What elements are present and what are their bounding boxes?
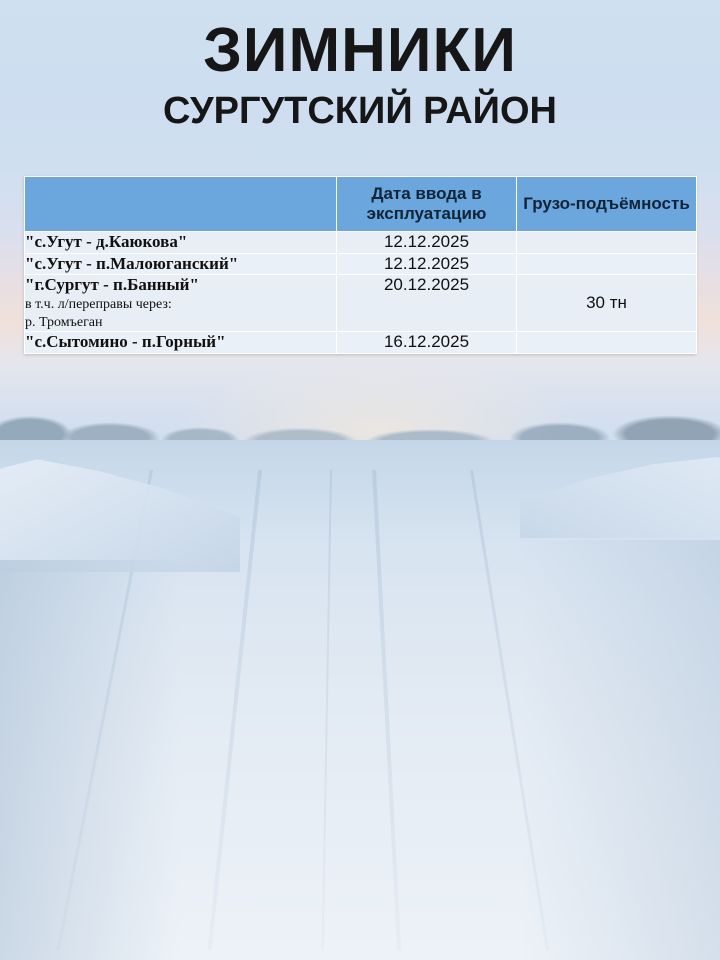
- column-header-route: [25, 177, 337, 232]
- table-row: [25, 332, 697, 354]
- column-header-date: Дата ввода в эксплуатацию: [337, 177, 517, 232]
- title-block: [0, 18, 720, 133]
- cell-route-note: в т.ч. л/переправы через:: [25, 297, 172, 313]
- cell-route: "с.Угут - д.Каюкова": [25, 232, 337, 254]
- cell-capacity: [517, 232, 697, 254]
- cell-route-title: "г.Сургут - п.Банный": [25, 275, 199, 295]
- column-header-capacity: Грузо-подъёмность: [517, 177, 697, 232]
- cell-route: "с.Сытомино - п.Горный": [25, 332, 337, 354]
- table-row: [25, 275, 697, 332]
- cell-date: 16.12.2025: [337, 332, 517, 354]
- cell-date: 12.12.2025: [337, 232, 517, 254]
- cell-date: 12.12.2025: [337, 253, 517, 275]
- table-row: [25, 232, 697, 254]
- snow-shadow-right: [520, 540, 720, 960]
- cell-date: 20.12.2025: [337, 275, 517, 332]
- winter-roads-table-wrapper: [24, 176, 696, 354]
- cell-capacity: 30 тн: [517, 275, 697, 332]
- page-subtitle: СУРГУТСКИЙ РАЙОН: [163, 90, 557, 133]
- cell-capacity: [517, 332, 697, 354]
- table-body: [25, 232, 697, 354]
- table-row: [25, 253, 697, 275]
- table-header-row: [25, 177, 697, 232]
- page-title: ЗИМНИКИ: [203, 16, 517, 85]
- snow-shadow-left: [0, 560, 180, 960]
- winter-roads-table: [24, 176, 697, 354]
- cell-route-note-2: р. Тромъеган: [25, 314, 103, 330]
- cell-route: "с.Угут - п.Малоюганский": [25, 253, 337, 275]
- cell-capacity: [517, 253, 697, 275]
- table-header: [25, 177, 697, 232]
- cell-route: [25, 275, 337, 332]
